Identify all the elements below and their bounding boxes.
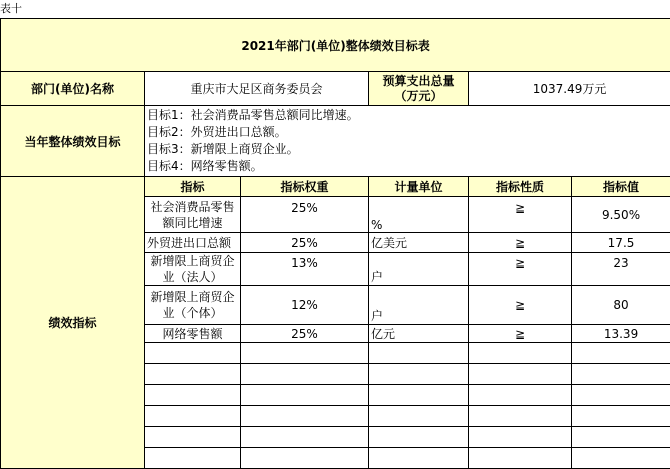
weight-cell: 13% xyxy=(241,253,369,286)
indicator-name: 网络零售额 xyxy=(145,325,241,343)
indicator-name xyxy=(145,253,241,286)
dept-label: 部门(单位)名称 xyxy=(1,72,145,106)
unit-cell: 亿元 xyxy=(369,325,469,343)
unit-cell: 户 xyxy=(369,286,469,325)
unit-cell: 户 xyxy=(369,253,469,286)
value-cell: 17.5 xyxy=(572,233,670,253)
table-caption: 表十 xyxy=(0,0,22,18)
weight-cell: 12% xyxy=(241,286,369,325)
nature-cell: ≧ xyxy=(469,286,572,325)
nature-cell: ≧ xyxy=(469,233,572,253)
column-header-indicator: 指标 xyxy=(145,177,241,197)
indicator-name: 外贸进出口总额 xyxy=(145,233,241,253)
perf-label: 绩效指标 xyxy=(1,177,145,469)
indicator-name-line: 额同比增速 xyxy=(147,215,238,231)
indicator-name-line: 业（个体） xyxy=(147,305,238,321)
budget-label-line2: （万元） xyxy=(371,89,466,104)
weight-cell: 25% xyxy=(241,233,369,253)
performance-table xyxy=(0,18,670,469)
budget-value: 1037.49万元 xyxy=(469,72,670,106)
goals-label: 当年整体绩效目标 xyxy=(1,106,145,177)
nature-cell: ≧ xyxy=(469,253,572,286)
goal-item: 目标1：社会消费品零售总额同比增速。 xyxy=(147,107,668,124)
indicator-name xyxy=(145,197,241,233)
value-cell: 80 xyxy=(572,286,670,325)
budget-label-line1: 预算支出总量 xyxy=(371,74,466,89)
unit-cell: % xyxy=(369,197,469,233)
indicator-name xyxy=(145,286,241,325)
weight-cell: 25% xyxy=(241,325,369,343)
column-header-value: 指标值 xyxy=(572,177,670,197)
dept-name: 重庆市大足区商务委员会 xyxy=(145,72,369,106)
budget-label xyxy=(369,72,469,106)
value-cell: 9.50% xyxy=(572,197,670,233)
goal-item: 目标2：外贸进出口总额。 xyxy=(147,124,668,141)
goals-cell xyxy=(145,106,670,177)
column-header-unit: 计量单位 xyxy=(369,177,469,197)
value-cell: 13.39 xyxy=(572,325,670,343)
page-title: 2021年部门(单位)整体绩效目标表 xyxy=(1,19,670,72)
unit-cell: 亿美元 xyxy=(369,233,469,253)
value-cell: 23 xyxy=(572,253,670,286)
nature-cell: ≧ xyxy=(469,197,572,233)
indicator-name-line: 业（法人） xyxy=(147,269,238,285)
goal-item: 目标3：新增限上商贸企业。 xyxy=(147,141,668,158)
indicator-name-line: 新增限上商贸企 xyxy=(147,289,238,305)
column-header-weight: 指标权重 xyxy=(241,177,369,197)
indicator-name-line: 新增限上商贸企 xyxy=(147,253,238,269)
weight-cell: 25% xyxy=(241,197,369,233)
goal-item: 目标4：网络零售额。 xyxy=(147,158,668,175)
nature-cell: ≧ xyxy=(469,325,572,343)
indicator-name-line: 社会消费品零售 xyxy=(147,199,238,215)
column-header-nature: 指标性质 xyxy=(469,177,572,197)
